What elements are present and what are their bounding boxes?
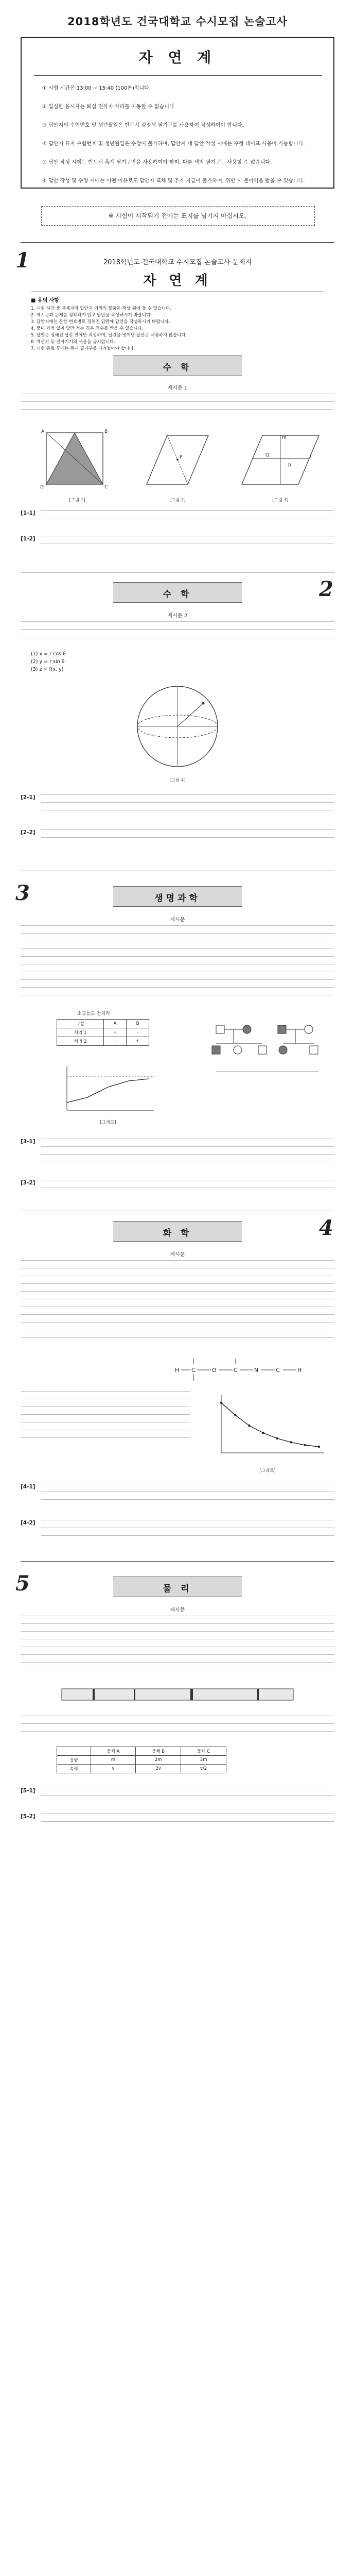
passage-title: 제시문 2: [167, 613, 188, 619]
caution-item: 3. 답안지에는 문항 번호별로 정해진 답란에 답안을 작성하시기 바랍니다.: [31, 319, 170, 325]
page1-title: 자 연 계: [143, 273, 212, 289]
label-B: B: [104, 429, 108, 434]
question-lines: [41, 1788, 334, 1803]
table-row: 처리 1 + -: [57, 1028, 149, 1037]
passage-text-block: [21, 1391, 190, 1445]
question-label: [2-2]: [21, 829, 36, 836]
notice-item: ② 입실한 응시자는 퇴실 전까지 자리를 이동할 수 없습니다.: [42, 104, 176, 110]
question-label: [5-1]: [21, 1788, 36, 1794]
table-header-row: 물체 A 물체 B 물체 C: [57, 1747, 226, 1756]
bio-table: [57, 1019, 149, 1046]
condition-item: (1) x = r cos θ: [31, 651, 66, 657]
figure-caption: [그림 4]: [169, 778, 186, 783]
caution-item: 1. 시험 시간 중 문제지와 답안지 이외의 물품은 책상 위에 둘 수 없습니다.: [31, 306, 172, 311]
graph-caption: [그래프]: [100, 1120, 116, 1125]
passage-text-block: [21, 621, 334, 645]
chart-caption: [그래프]: [259, 1468, 276, 1473]
question-lines: [41, 1180, 334, 1195]
question-label: [1-1]: [21, 510, 36, 516]
condition-item: (2) y = r sin θ: [31, 659, 65, 665]
page-number: 1: [15, 248, 30, 273]
data-point: [234, 1414, 236, 1416]
figure-1: [36, 428, 118, 495]
physics-table: [57, 1747, 226, 1773]
label-m: m: [282, 435, 287, 440]
passage-title: 제시문: [170, 1607, 185, 1613]
question-lines: [41, 536, 334, 551]
passage-title: 제시문: [170, 1252, 185, 1258]
svg-text:O: O: [212, 1367, 217, 1374]
data-point: [276, 1437, 278, 1439]
cover-subtitle: 자 연 계: [138, 49, 217, 66]
question-label: [3-2]: [21, 1180, 36, 1186]
caution-item: 6. 계산기 등 전자기기의 사용을 금지합니다.: [31, 340, 115, 345]
passage-title: 제시문: [170, 917, 185, 923]
figure-caption: [그림 2]: [169, 498, 186, 503]
section-title-chemistry: 화 학: [163, 1228, 192, 1239]
figure-caption: [그림 1]: [69, 498, 85, 503]
passage-text-block: [21, 394, 334, 420]
label-l: ℓ: [310, 454, 312, 459]
question-lines: [41, 794, 334, 818]
label-Q: Q: [265, 453, 270, 458]
label-D: D: [40, 485, 44, 490]
notice-item: ③ 답안지의 수험번호 및 생년월일은 반드시 검정색 필기구를 사용하여 작성하여야 합니다.: [42, 123, 244, 128]
data-point: [220, 1402, 222, 1404]
cover-box: [21, 37, 334, 189]
caution-title: ■ 유의 사항: [31, 298, 60, 303]
table-row: 처리 2 - +: [57, 1037, 149, 1046]
section-title-biology: 생명과학: [154, 893, 201, 904]
question-label: [4-2]: [21, 1520, 36, 1526]
table-row: 구분 A B: [57, 1020, 149, 1028]
bio-line-graph: [57, 1061, 159, 1118]
figure-4-sphere: [131, 680, 224, 773]
table-row: 속력 v 2v v/2: [57, 1765, 226, 1773]
label-C: C: [104, 485, 108, 490]
page1-header: 2018학년도 건국대학교 수시모집 논술고사 문제지: [103, 259, 252, 266]
question-label: [1-2]: [21, 536, 36, 542]
question-lines: [41, 829, 334, 845]
caution-box: [31, 296, 324, 352]
notice-item: ① 시험 시간은 13:00 ~ 15:40 (100분)입니다.: [42, 86, 151, 91]
svg-text:C: C: [191, 1367, 196, 1374]
label-P: P: [180, 455, 183, 460]
notice-item: ⑥ 답안 작성 및 수정 시에는 어떤 이유로도 답안지 교체 및 추가 지급이 불가하며, 위반 시 불이익을 받을 수 있습니다.: [42, 178, 305, 184]
svg-text:N: N: [254, 1367, 259, 1374]
question-lines: [41, 510, 334, 526]
page-number: 4: [319, 1216, 333, 1240]
passage-text-block: [21, 925, 334, 1003]
passage-text-block: [21, 1616, 334, 1677]
figure-caption: [그림 3]: [272, 498, 289, 503]
page-number: 2: [319, 577, 333, 601]
svg-text:H: H: [297, 1367, 302, 1374]
passage-text-block: [21, 1260, 334, 1345]
section-title-math: 수 학: [163, 363, 192, 373]
svg-text:C: C: [276, 1367, 280, 1374]
caution-item: 2. 제시문과 문제를 정확하게 읽고 답안을 작성하시기 바랍니다.: [31, 313, 152, 318]
condition-list: [31, 650, 66, 673]
data-point: [248, 1425, 250, 1427]
passage-text-block: [21, 1716, 334, 1739]
page-number: 5: [15, 1571, 30, 1596]
cover-title: 2018학년도 건국대학교 수시모집 논술고사: [67, 15, 288, 28]
table-title: 소금농도 전처리: [77, 1011, 110, 1016]
svg-text:C: C: [234, 1367, 238, 1374]
notice-item: ④ 답안지 표지 수험번호 및 생년월일은 수정이 불가하며, 답안지 내 답안 작성 시에는 수정 테이프 사용이 가능합니다.: [42, 141, 305, 147]
page-number: 3: [15, 881, 30, 905]
caution-item: 7. 시험 종료 후에는 즉시 필기구를 내려놓아야 합니다.: [31, 346, 135, 351]
data-point: [290, 1441, 292, 1443]
series-line: [221, 1403, 319, 1447]
data-point: [318, 1446, 320, 1448]
section-title-physics: 물 리: [163, 1584, 192, 1594]
condition-item: (3) z = f(x, y): [31, 667, 64, 672]
spectrum-strip: [62, 1685, 293, 1705]
caution-item: 4. 풀이 과정 없이 답만 적는 경우 점수를 받을 수 없습니다.: [31, 326, 144, 331]
structural-formula: [170, 1352, 324, 1388]
notice-item: ⑤ 답안 작성 시에는 반드시 흑색 필기구만을 사용하여야 하며, 다른 색의 필기구는 사용할 수 없습니다.: [42, 160, 272, 165]
question-label: [5-2]: [21, 1814, 36, 1820]
question-lines: [41, 1139, 334, 1170]
caution-item: 5. 답안은 정해진 답란 안에만 작성하며, 답란을 벗어난 답안은 채점하지 않습니다.: [31, 333, 187, 338]
figure-2: [136, 428, 219, 495]
label-R: R: [288, 463, 292, 468]
question-label: [3-1]: [21, 1139, 36, 1145]
question-label: [2-1]: [21, 794, 36, 801]
chem-decay-chart: [206, 1391, 329, 1463]
figure-3: [237, 428, 324, 495]
notice-list: [42, 83, 320, 184]
question-lines: [41, 1814, 334, 1829]
question-label: [4-1]: [21, 1484, 36, 1490]
question-lines: [41, 1484, 334, 1507]
label-A: A: [41, 429, 45, 434]
data-point: [304, 1444, 306, 1446]
section-title-math: 수 학: [163, 589, 192, 600]
svg-text:H: H: [175, 1367, 180, 1374]
passage-title: 제시문 1: [167, 385, 188, 391]
data-point: [262, 1432, 264, 1434]
pedigree-diagram: [206, 1020, 329, 1087]
table-row: 질량 m 2m 3m: [57, 1756, 226, 1765]
cover-bottom-notice: ※ 시험이 시작되기 전에는 표지를 넘기지 마십시오.: [108, 212, 247, 219]
question-lines: [41, 1520, 334, 1543]
